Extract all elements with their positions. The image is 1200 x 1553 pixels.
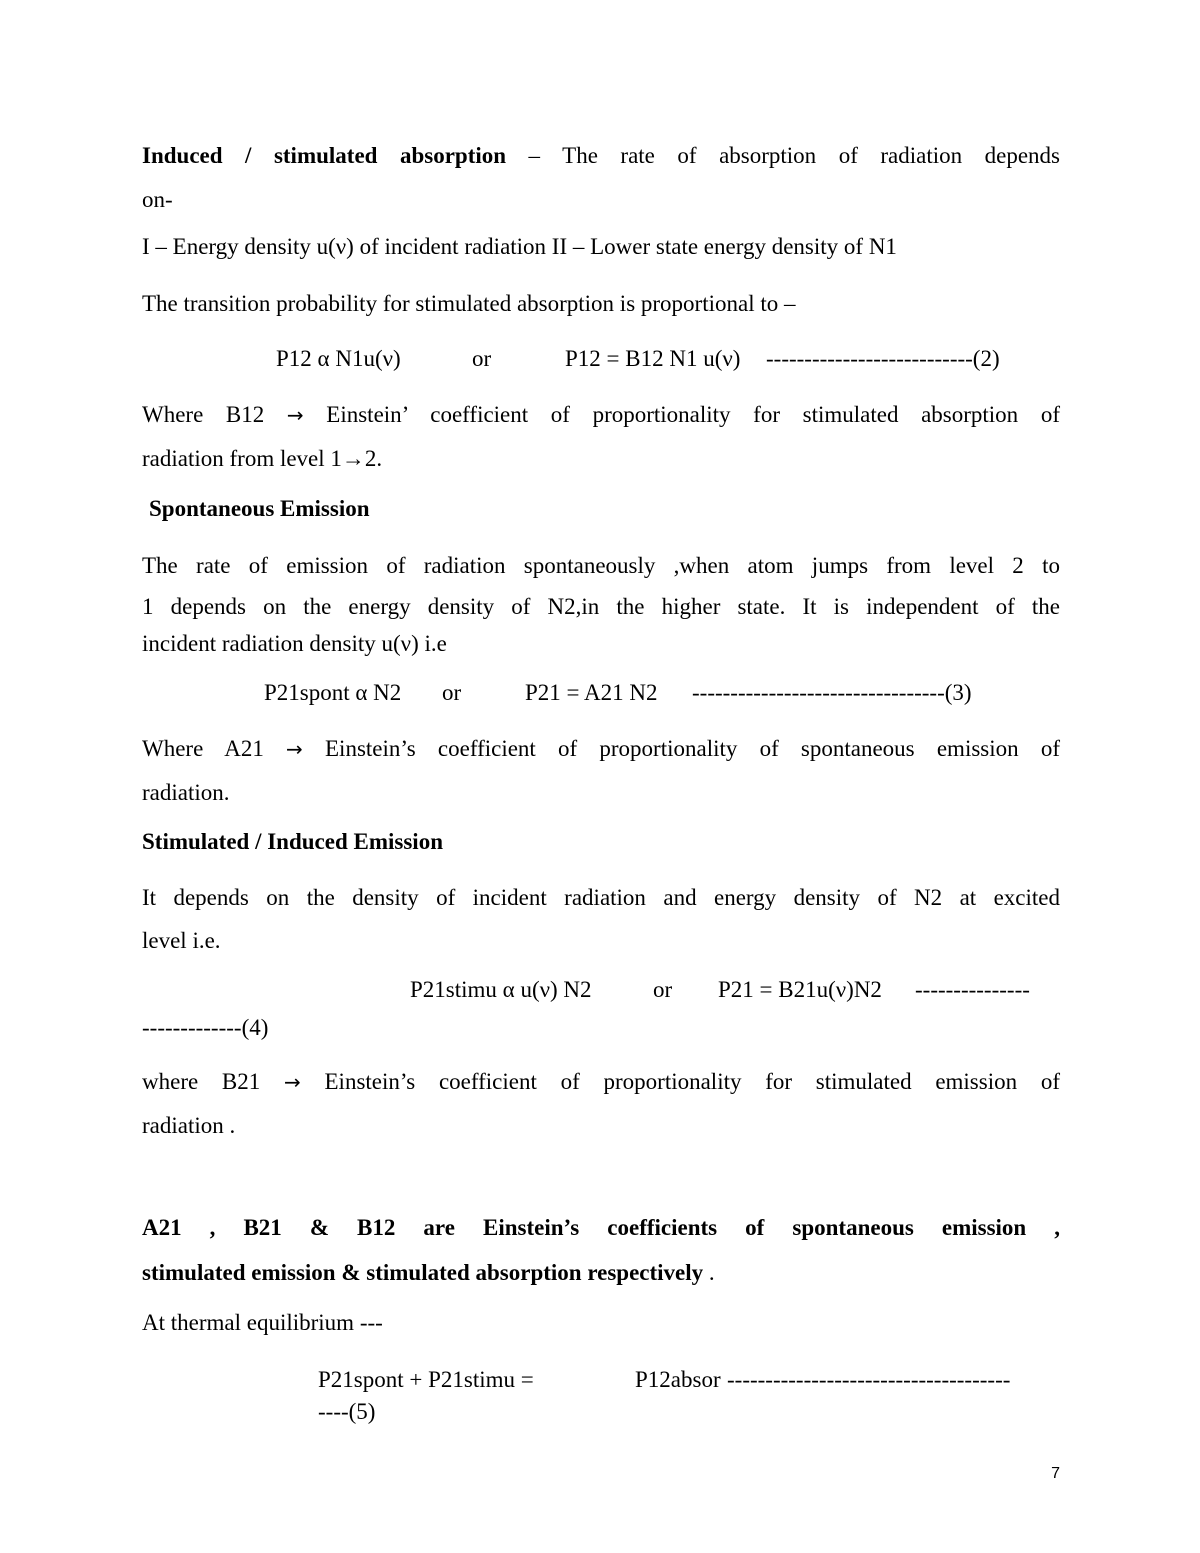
- eq3-or: or: [442, 680, 462, 705]
- arrow-icon: →: [286, 403, 304, 427]
- stimulated-para-line2: level i.e.: [142, 928, 221, 953]
- eq2-right: P12 = B12 N1 u(ν): [565, 346, 741, 371]
- spontaneous-heading: Spontaneous Emission: [149, 496, 370, 521]
- arrow-icon: →: [286, 737, 303, 761]
- equilibrium-line: At thermal equilibrium ---: [142, 1310, 383, 1335]
- spontaneous-where-line1: [142, 736, 1060, 762]
- spontaneous-where-text: Einstein’s coefficient of proportionality of spontaneous emission of: [302, 736, 1060, 761]
- stimulated-para-line1: It depends on the density of incident radiation and energy density of N2 at excited: [142, 885, 1060, 910]
- absorption-intro-text: – The rate of absorption of radiation depends: [506, 143, 1060, 168]
- spontaneous-where-label: Where A21: [142, 736, 287, 761]
- arrow-icon: →: [284, 1070, 301, 1094]
- eq5-right: P12absor: [635, 1367, 721, 1392]
- absorption-where-line2: radiation from level 1→2.: [142, 446, 383, 471]
- eq2-label: ---------------------------(2): [766, 346, 1000, 371]
- summary-line1: A21 , B21 & B12 are Einstein’s coefficients of spontaneous emission ,: [142, 1215, 1060, 1240]
- eq3-label: ---------------------------------(3): [692, 680, 972, 705]
- summary-line2: stimulated emission & stimulated absorption respectively: [142, 1260, 704, 1285]
- stimulated-heading: Stimulated / Induced Emission: [142, 829, 443, 854]
- eq2-left: P12 α N1u(ν): [276, 346, 401, 371]
- summary-line2-wrap: [142, 1260, 715, 1286]
- eq3-left: P21spont α N2: [264, 680, 402, 705]
- absorption-where-text: Einstein’ coefficient of proportionality for stimulated absorption of: [303, 402, 1060, 427]
- absorption-where-line1: [142, 402, 1060, 428]
- eq5-label: ----(5): [318, 1399, 376, 1424]
- absorption-heading: Induced / stimulated absorption: [142, 143, 507, 168]
- spontaneous-para-line1: The rate of emission of radiation spontaneously ,when atom jumps from level 2 to: [142, 553, 1060, 578]
- spontaneous-para-line3: incident radiation density u(ν) i.e: [142, 631, 447, 656]
- stimulated-where-label: where B21: [142, 1069, 284, 1094]
- eq2-or: or: [472, 346, 492, 371]
- eq5-dashes: -------------------------------------: [727, 1367, 1011, 1392]
- absorption-intro-line: [142, 143, 1060, 169]
- page-number: 7: [1051, 1465, 1060, 1482]
- eq4-right: P21 = B21u(ν)N2: [718, 977, 882, 1002]
- stimulated-where-text: Einstein’s coefficient of proportionality for stimulated emission of: [300, 1069, 1060, 1094]
- absorption-intro-end: on-: [142, 187, 173, 212]
- stimulated-where-line2: radiation .: [142, 1113, 236, 1138]
- eq4-or: or: [653, 977, 673, 1002]
- absorption-factors: I – Energy density u(ν) of incident radiation II – Lower state energy density of N1: [142, 234, 897, 259]
- eq5-left: P21spont + P21stimu =: [318, 1367, 534, 1392]
- eq4-left: P21stimu α u(ν) N2: [410, 977, 592, 1002]
- eq3-right: P21 = A21 N2: [525, 680, 658, 705]
- stimulated-where-line1: [142, 1069, 1060, 1095]
- absorption-where-label: Where B12: [142, 402, 287, 427]
- summary-line2-end: .: [703, 1260, 715, 1285]
- absorption-proportional: The transition probability for stimulated absorption is proportional to –: [142, 291, 796, 316]
- spontaneous-where-line2: radiation.: [142, 780, 230, 805]
- eq4-label: -------------(4): [142, 1015, 269, 1040]
- eq4-dashes: ---------------: [915, 977, 1030, 1002]
- spontaneous-para-line2: 1 depends on the energy density of N2,in the higher state. It is independent of the: [142, 594, 1060, 619]
